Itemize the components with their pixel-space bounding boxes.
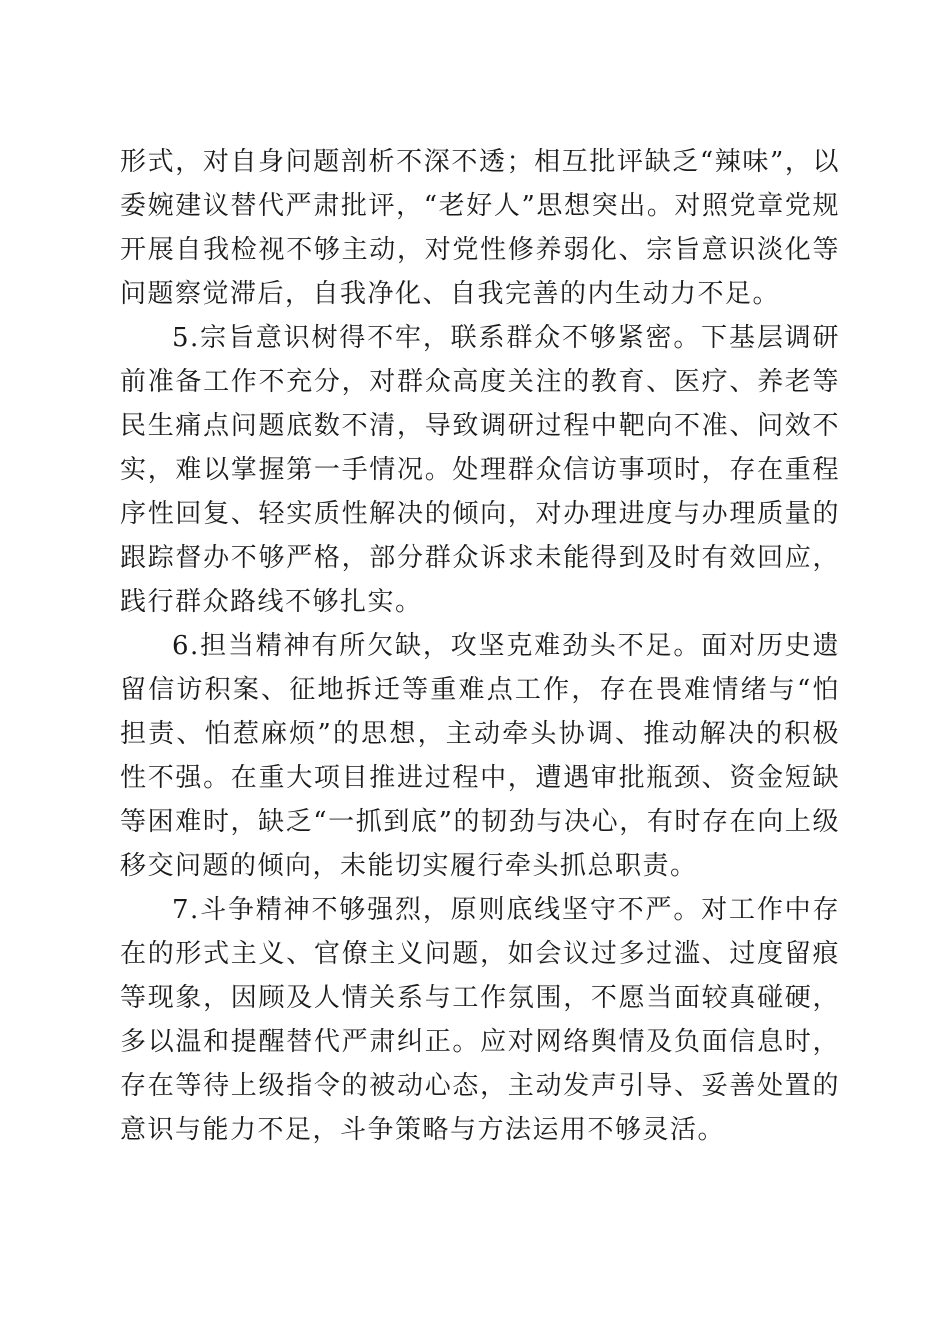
paragraph-item-6: 6.担当精神有所欠缺，攻坚克难劲头不足。面对历史遗留信访积案、征地拆迁等重难点工作，存在畏难情绪与“怕担责、怕惹麻烦”的思想，主动牵头协调、推动解决的积极性不强。在重大项目推进过程中，遭遇审批瓶颈、资金短缺等困难时，缺乏“一抓到底”的韧劲与决心，有时存在向上级移交问题的倾向，未能切实履行牵头抓总职责。 [120, 631, 840, 881]
paragraph-continuation: 形式，对自身问题剖析不深不透；相互批评缺乏“辣味”，以委婉建议替代严肃批评，“老好人”思想突出。对照党章党规开展自我检视不够主动，对党性修养弱化、宗旨意识淡化等问题察觉滞后，自我净化、自我完善的内生动力不足。 [120, 147, 840, 309]
paragraph-item-5: 5.宗旨意识树得不牢，联系群众不够紧密。下基层调研前准备工作不充分，对群众高度关注的教育、医疗、养老等民生痛点问题底数不清，导致调研过程中靶向不准、问效不实，难以掌握第一手情况。处理群众信访事项时，存在重程序性回复、轻实质性解决的倾向，对办理进度与办理质量的跟踪督办不够严格，部分群众诉求未能得到及时有效回应，践行群众路线不够扎实。 [120, 323, 840, 617]
document-body [120, 140, 840, 1152]
paragraph-item-7: 7.斗争精神不够强烈，原则底线坚守不严。对工作中存在的形式主义、官僚主义问题，如会议过多过滥、过度留痕等现象，因顾及人情关系与工作氛围，不愿当面较真碰硬，多以温和提醒替代严肃纠正。应对网络舆情及负面信息时，存在等待上级指令的被动心态，主动发声引导、妥善处置的意识与能力不足，斗争策略与方法运用不够灵活。 [120, 895, 840, 1145]
